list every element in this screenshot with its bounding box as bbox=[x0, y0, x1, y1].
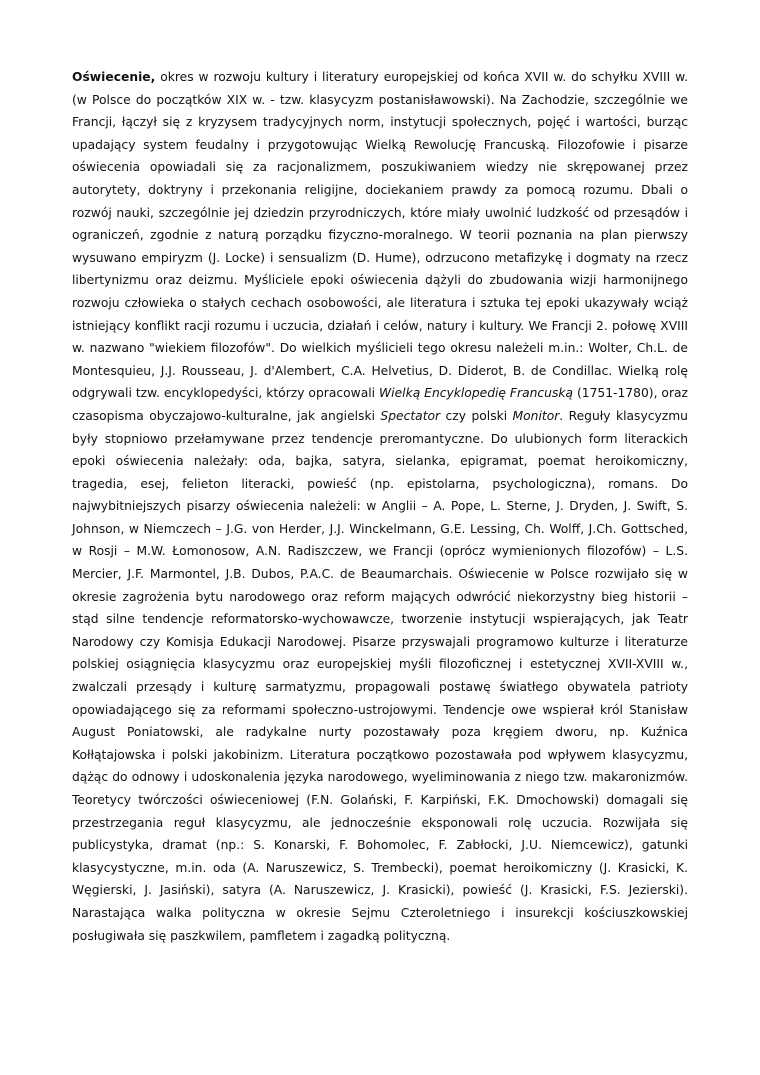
text-segment: (1751-1780), oraz czasopisma obyczajowo-kulturalne, jak angielski bbox=[72, 386, 688, 423]
italic-title-encyclopedia: Wielką Encyklopedię Francuską bbox=[379, 386, 574, 401]
italic-title-spectator: Spectator bbox=[380, 408, 441, 423]
text-segment: . Reguły klasycyzmu były stopniowo przełamywane przez tendencje preromantyczne. Do ulubionych form literackich epoki oświecenia należały: oda, bajka, satyra, sielanka, epigramat, poemat heroikomiczny, tragedia, esej, felieton literacki, powieść (np. epistolarna, psychologiczna), romans. Do najwybitniejszych pisarzy oświecenia należeli: w Anglii – A. Pope, L. Sterne, J. Dryden, J. Swift, S. Johnson, w Niemczech – J.G. von Herder, J.J. Winckelmann, G.E. Lessing, Ch. Wolff, J.Ch. Gottsched, w Rosji – M.W. Łomonosow, A.N. Radiszczew, we Francji (oprócz wymienionych filozofów) – L.S. Mercier, J.F. Marmontel, J.B. Dubos, P.A.C. de Beaumarchais. Oświecenie w Polsce rozwijało się w okresie zagrożenia bytu narodowego oraz reform mających odwrócić niekorzystny bieg historii – stąd silne tendencje reformatorsko-wychowawcze, tworzenie instytucji wspierających, jak Teatr Narodowy czy Komisja Edukacji Narodowej. Pisarze przyswajali programowo kulturze i literaturze polskiej osiągnięcia klasycyzmu oraz europejskiej myśli filozoficznej i estetycznej XVII-XVIII w., zwalczali przesądy i kulturę sarmatyzmu, propagowali postawę światłego obywatela patrioty opowiadającego się za reformami społeczno-ustrojowymi. Tendencje owe wspierał król Stanisław August Poniatowski, ale radykalne nurty pozostawały poza kręgiem dworu, np. Kuźnica Kołłątajowska i polski jakobinizm. Literatura początkowo pozostawała pod wpływem klasycyzmu, dążąc do odnowy i udoskonalenia języka narodowego, wyeliminowania z niego tzw. makaronizmów. Teoretycy twórczości oświeceniowej (F.N. Golański, F. Karpiński, F.K. Dmochowski) domagali się przestrzegania reguł klasycyzmu, ale jednocześnie eksponowali rolę uczucia. Rozwijała się publicystyka, dramat (np.: S. Konarski, F. Bohomolec, F. Zabłocki, J.U. Niemcewicz), gatunki klasycystyczne, m.in. oda (A. Naruszewicz, S. Trembecki), poemat heroikomiczny (J. Krasicki, K. Węgierski, J. Jasiński), satyra (A. Naruszewicz, J. Krasicki), powieść (J. Krasicki, F.S. Jezierski). Narastająca walka polityczna w okresie Sejmu Czteroletniego i insurekcji kościuszkowskiej posługiwała się paszkwilem, pamfletem i zagadką polityczną. bbox=[72, 408, 688, 943]
encyclopedia-paragraph bbox=[72, 66, 688, 947]
document-page bbox=[72, 66, 688, 947]
italic-title-monitor: Monitor bbox=[512, 408, 560, 423]
entry-term: Oświecenie, bbox=[72, 70, 156, 84]
text-segment: czy polski bbox=[440, 408, 513, 423]
text-segment: okres w rozwoju kultury i literatury europejskiej od końca XVII w. do schyłku XVIII w. (w Polsce do początków XIX w. - tzw. klasycyzm postanisławowski). Na Zachodzie, szczególnie we Francji, łączył się z kryzysem tradycyjnych norm, instytucji społecznych, pojęć i wartości, burząc upadający system feudalny i przygotowując Wielką Rewolucję Francuską. Filozofowie i pisarze oświecenia opowiadali się za racjonalizmem, poszukiwaniem wiedzy nie skrępowanej przez autorytety, doktryny i przekonania religijne, dociekaniem prawdy za pomocą rozumu. Dbali o rozwój nauki, szczególnie jej dziedzin przyrodniczych, które miały uwolnić ludzkość od przesądów i ograniczeń, zgodnie z naturą porządku fizyczno-moralnego. W teorii poznania na plan pierwszy wysuwano empiryzm (J. Locke) i sensualizm (D. Hume), odrzucono metafizykę i dogmaty na rzecz libertynizmu oraz deizmu. Myśliciele epoki oświecenia dążyli do zbudowania wizji harmonijnego rozwoju człowieka o stałych cechach osobowości, ale literatura i sztuka tej epoki ukazywały wciąż istniejący konflikt racji rozumu i uczucia, działań i celów, natury i kultury. We Francji 2. połowę XVIII w. nazwano "wiekiem filozofów". Do wielkich myślicieli tego okresu należeli m.in.: Wolter, Ch.L. de Montesquieu, J.J. Rousseau, J. d'Alembert, C.A. Helvetius, D. Diderot, B. de Condillac. Wielką rolę odgrywali tzw. encyklopedyści, którzy opracowali bbox=[72, 70, 688, 401]
